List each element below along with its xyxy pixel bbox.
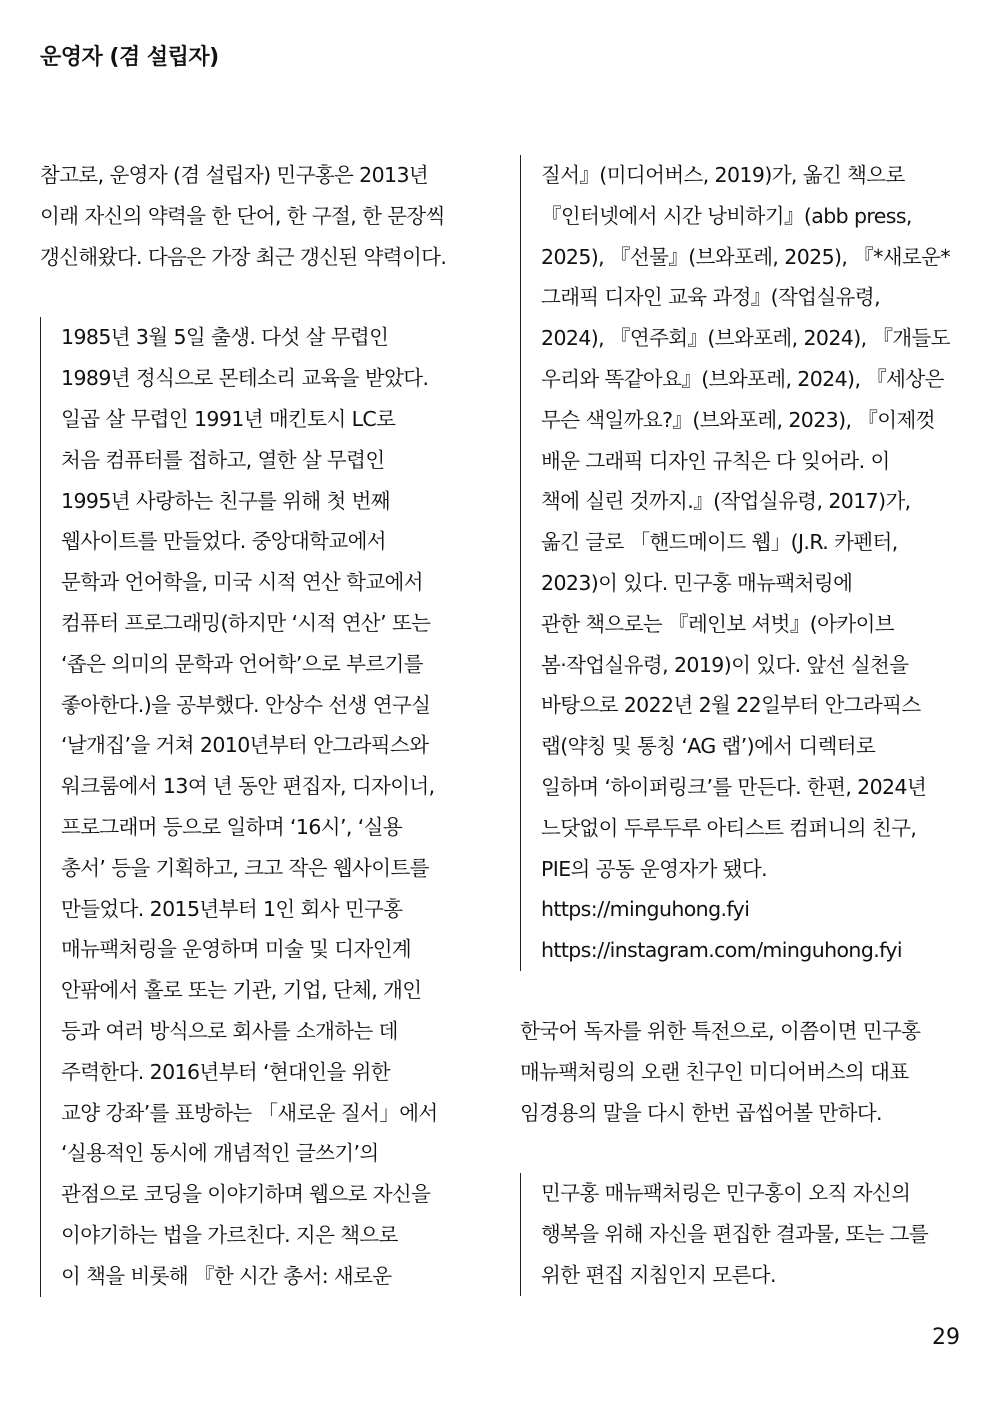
text-line: 컴퓨터 프로그래밍(하지만 ‘시적 연산’ 또는 — [61, 610, 431, 635]
text-line: 2024), 『연주회』(브와포레, 2024), 『개들도 — [541, 326, 950, 351]
text-line: 매뉴팩처링의 오랜 친구인 미디어버스의 대표 — [520, 1059, 909, 1084]
text-line: 그래픽 디자인 교육 과정』(작업실유령, — [541, 285, 881, 310]
text-line: 총서’ 등을 기획하고, 크고 작은 웹사이트를 — [61, 855, 429, 880]
text-line: ‘좁은 의미의 문학과 언어학’으로 부르기를 — [61, 651, 423, 676]
text-line: 일하며 ‘하이퍼링크’를 만든다. 한편, 2024년 — [541, 774, 927, 799]
section-title: 운영자 (겸 설립자) — [40, 45, 219, 70]
text-line: 옮긴 글로 「핸드메이드 웹」(J.R. 카펜터, — [541, 530, 898, 555]
text-line: 책에 실린 것까지.』(작업실유령, 2017)가, — [541, 489, 911, 514]
text-line: 이야기하는 법을 가르친다. 지은 책으로 — [61, 1222, 398, 1247]
text-line: 배운 그래픽 디자인 규칙은 다 잊어라. 이 — [541, 448, 890, 473]
text-line: 워크룸에서 13여 년 동안 편집자, 디자이너, — [61, 774, 435, 799]
text-line: 갱신해왔다. 다음은 가장 최근 갱신된 약력이다. — [40, 244, 447, 269]
text-line: 관한 책으로는 『레인보 셔벗』(아카이브 — [541, 611, 894, 636]
text-line: 웹사이트를 만들었다. 중앙대학교에서 — [61, 529, 386, 554]
text-line: 이래 자신의 약력을 한 단어, 한 구절, 한 문장씩 — [40, 203, 445, 228]
text-line: 프로그래머 등으로 일하며 ‘16시’, ‘실용 — [61, 814, 403, 839]
text-line: 관점으로 코딩을 이야기하며 웹으로 자신을 — [61, 1182, 431, 1207]
text-line: 느닷없이 두루두루 아티스트 컴퍼니의 친구, — [541, 815, 917, 840]
website-link[interactable]: https://minguhong.fyi — [541, 897, 750, 922]
text-line: 문학과 언어학을, 미국 시적 연산 학교에서 — [61, 570, 423, 595]
text-line: 1989년 정식으로 몬테소리 교육을 받았다. — [61, 366, 429, 391]
text-line: 처음 컴퓨터를 접하고, 열한 살 무렵인 — [61, 447, 385, 472]
intro-paragraph — [40, 155, 490, 277]
text-line: 안팎에서 홀로 또는 기관, 기업, 단체, 개인 — [61, 978, 422, 1003]
text-line: 좋아한다.)을 공부했다. 안상수 선생 연구실 — [61, 692, 431, 717]
text-line: 봄·작업실유령, 2019)이 있다. 앞선 실천을 — [541, 652, 909, 677]
text-line: 바탕으로 2022년 2월 22일부터 안그라픽스 — [541, 693, 921, 718]
text-line: 랩(약칭 및 통칭 ‘AG 랩’)에서 디렉터로 — [541, 734, 876, 759]
text-line: 위한 편집 지침인지 모른다. — [541, 1262, 776, 1287]
text-line: 임경용의 말을 다시 한번 곱씹어볼 만하다. — [520, 1100, 882, 1125]
reader-bonus-paragraph — [520, 1011, 970, 1133]
text-line: 1985년 3월 5일 출생. 다섯 살 무렵인 — [61, 325, 389, 350]
text-line: 2025), 『선물』(브와포레, 2025), 『*새로운* — [541, 244, 951, 269]
closing-quote-block — [520, 1173, 970, 1295]
text-line: 『인터넷에서 시간 낭비하기』(abb press, — [541, 203, 912, 228]
text-line: 교양 강좌’를 표방하는 「새로운 질서」에서 — [61, 1100, 438, 1125]
bio-quote-block — [40, 317, 490, 1296]
text-line: PIE의 공동 운영자가 됐다. — [541, 856, 768, 881]
text-line: 만들었다. 2015년부터 1인 회사 민구홍 — [61, 896, 403, 921]
text-line: 주력한다. 2016년부터 ‘현대인을 위한 — [61, 1059, 390, 1084]
text-line: 이 책을 비롯해 『한 시간 총서: 새로운 — [61, 1263, 392, 1288]
text-line: 2023)이 있다. 민구홍 매뉴팩처링에 — [541, 570, 853, 595]
right-column — [520, 155, 970, 1296]
text-line: 참고로, 운영자 (겸 설립자) 민구홍은 2013년 — [40, 163, 429, 187]
text-line: 민구홍 매뉴팩처링은 민구홍이 오직 자신의 — [541, 1181, 911, 1206]
text-line: 매뉴팩처링을 운영하며 미술 및 디자인계 — [61, 937, 412, 962]
text-line: 우리와 똑같아요』(브와포레, 2024), 『세상은 — [541, 366, 944, 391]
text-line: 등과 여러 방식으로 회사를 소개하는 데 — [61, 1018, 398, 1043]
text-line: ‘실용적인 동시에 개념적인 글쓰기’의 — [61, 1141, 379, 1166]
instagram-link[interactable]: https://instagram.com/minguhong.fyi — [541, 938, 903, 963]
text-line: 행복을 위해 자신을 편집한 결과물, 또는 그를 — [541, 1222, 929, 1247]
text-line: ‘날개집’을 거쳐 2010년부터 안그라픽스와 — [61, 733, 429, 758]
bio-quote-continued — [520, 155, 970, 971]
text-line: 질서』(미디어버스, 2019)가, 옮긴 책으로 — [541, 163, 905, 187]
page-number: 29 — [932, 1325, 960, 1350]
text-line: 무슨 색일까요?』(브와포레, 2023), 『이제껏 — [541, 407, 935, 432]
text-line: 일곱 살 무렵인 1991년 매킨토시 LC로 — [61, 406, 396, 431]
text-line: 1995년 사랑하는 친구를 위해 첫 번째 — [61, 488, 390, 513]
left-column — [40, 155, 490, 1297]
text-line: 한국어 독자를 위한 특전으로, 이쯤이면 민구홍 — [520, 1018, 921, 1043]
